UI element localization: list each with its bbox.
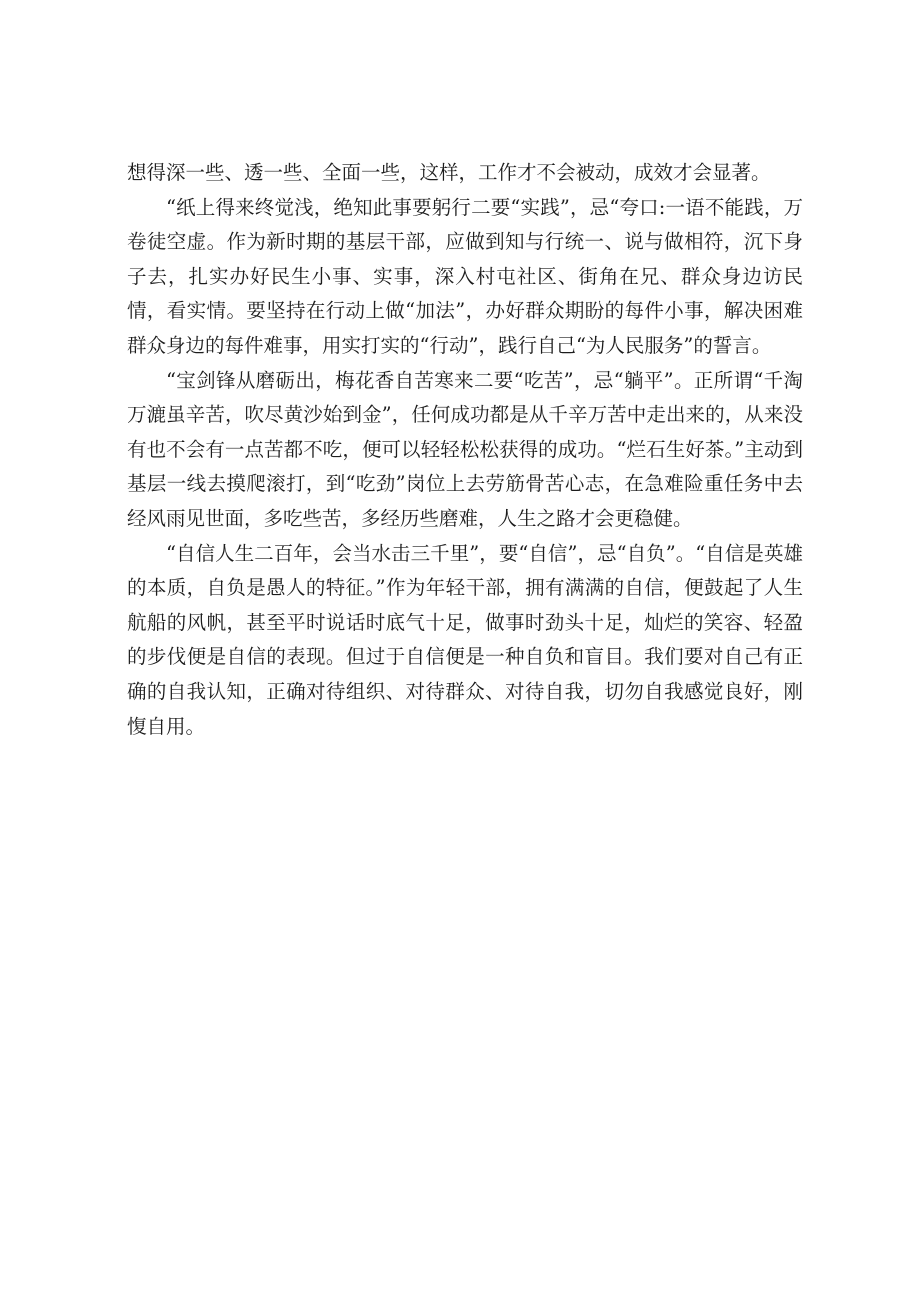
paragraph-hardship: “宝剑锋从磨砺出，梅花香自苦寒来二要“吃苦”，忌“躺平”。正所谓“千淘万漉虽辛苦，吹尽黄沙始到金”，任何成功都是从千辛万苦中走出来的，从来没有也不会有一点苦都不吃，便可以轻轻松松获得的成功。“烂石生好茶。”主动到基层一线去摸爬滚打，到“吃劲”岗位上去劳筋骨苦心志，在急难险重任务中去经风雨见世面，多吃些苦，多经历些磨难，人生之路才会更稳健。 <box>127 368 803 530</box>
paragraph-practice: “纸上得来终觉浅，绝知此事要躬行二要“实践”，忌“夸口:一语不能践，万卷徒空虚。作为新时期的基层干部，应做到知与行统一、说与做相符，沉下身子去，扎实办好民生小事、实事，深入村屯社区、街角在兄、群众身边访民情，看实情。要坚持在行动上做“加法”，办好群众期盼的每件小事，解决困难群众身边的每件难事，用实打实的“行动”，践行自己“为人民服务”的誓言。 <box>127 195 803 357</box>
paragraph-continuation: 想得深一些、透一些、全面一些，这样，工作才不会被动，成效才会显著。 <box>127 161 771 184</box>
body-text <box>127 156 803 744</box>
paragraph-confidence: “自信人生二百年，会当水击三千里”，要“自信”，忌“自负”。“自信是英雄的本质，自负是愚人的特征。”作为年轻干部，拥有满满的自信，便鼓起了人生航船的风帆，甚至平时说话时底气十足，做事时劲头十足，灿烂的笑容、轻盈的步伐便是自信的表现。但过于自信便是一种自负和盲目。我们要对自己有正确的自我认知，正确对待组织、对待群众、对待自我，切勿自我感觉良好，刚愎自用。 <box>127 541 803 738</box>
